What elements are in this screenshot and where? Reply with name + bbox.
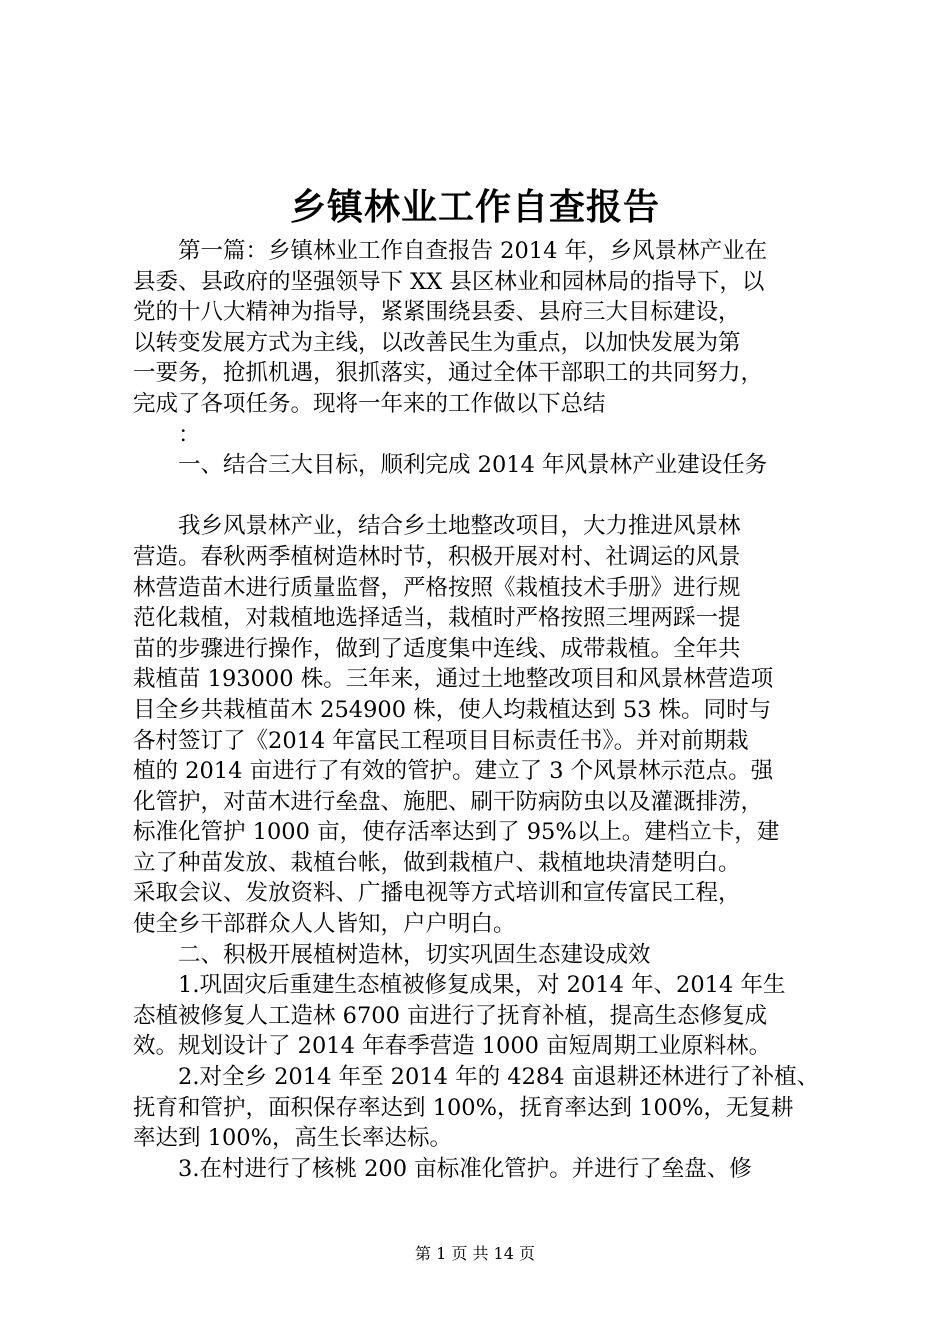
text-line: 采取会议、发放资料、广播电视等方式培训和宣传富民工程，	[133, 880, 741, 907]
text-line: 完成了各项任务。现将一年来的工作做以下总结	[133, 390, 606, 417]
text-line: 县委、县政府的坚强领导下 XX 县区林业和园林局的指导下，以	[133, 268, 765, 295]
page-footer: 第 1 页 共 14 页	[415, 1244, 535, 1263]
text-line: 植的 2014 亩进行了有效的管护。建立了 3 个风景林示范点。强	[133, 758, 774, 785]
text-line: 苗的步骤进行操作，做到了适度集中连线、成带栽植。全年共	[133, 635, 741, 662]
text-line: 效。规划设计了 2014 年春季营造 1000 亩短周期工业原料林。	[133, 1033, 772, 1060]
text-line: 第一篇：乡镇林业工作自查报告 2014 年，乡风景林产业在	[133, 238, 768, 264]
text-line: 范化栽植，对栽植地选择适当，栽植时严格按照三埋两踩一提	[133, 605, 741, 632]
text-line: 抚育和管护，面积保存率达到 100%，抚育率达到 100%，无复耕	[133, 1094, 794, 1121]
text-line: 率达到 100%，高生长率达标。	[133, 1125, 452, 1152]
text-line: 使全乡干部群众人人皆知，户户明白。	[133, 911, 516, 938]
text-line: 目全乡共栽植苗木 254900 株，使人均栽植达到 53 株。同时与	[133, 696, 772, 723]
text-line: ：	[133, 421, 201, 448]
text-line: 党的十八大精神为指导，紧紧围绕县委、县府三大目标建设，	[133, 299, 741, 326]
text-line: 林营造苗木进行质量监督，严格按照《栽植技术手册》进行规	[133, 574, 741, 601]
text-line: 以转变发展方式为主线，以改善民生为重点，以加快发展为第	[133, 329, 741, 356]
text-line: 1.巩固灾后重建生态植被修复成果，对 2014 年、2014 年生	[133, 972, 786, 999]
text-line: 标准化管护 1000 亩，使存活率达到了 95%以上。建档立卡，建	[133, 819, 780, 846]
text-line: 栽植苗 193000 株。三年来，通过土地整改项目和风景林营造项	[133, 666, 774, 693]
document-body	[133, 236, 833, 1184]
text-line: 化管护，对苗木进行垒盘、施肥、刷干防病防虫以及灌溉排涝，	[133, 788, 764, 815]
blank-line	[133, 481, 833, 512]
text-line: 二、积极开展植树造林，切实巩固生态建设成效	[133, 941, 651, 968]
text-line: 态植被修复人工造林 6700 亩进行了抚育补植，提高生态修复成	[133, 1002, 768, 1029]
text-line: 一、结合三大目标，顺利完成 2014 年风景林产业建设任务	[133, 452, 768, 479]
text-line: 一要务，抢抓机遇，狠抓落实，通过全体干部职工的共同努力，	[133, 360, 764, 387]
text-line: 立了种苗发放、栽植台帐，做到栽植户、栽植地块清楚明白。	[133, 849, 741, 876]
text-line: 我乡风景林产业，结合乡土地整改项目，大力推进风景林	[133, 513, 741, 540]
text-line: 2.对全乡 2014 年至 2014 年的 4284 亩退耕还林进行了补植、	[133, 1064, 820, 1091]
text-line: 3.在村进行了核桃 200 亩标准化管护。并进行了垒盘、修	[133, 1155, 752, 1182]
document-title: 乡镇林业工作自查报告	[289, 186, 660, 228]
text-line: 各村签订了《2014 年富民工程项目目标责任书》。并对前期栽	[133, 727, 749, 754]
text-line: 营造。春秋两季植树造林时节，积极开展对村、社调运的风景	[133, 543, 741, 570]
